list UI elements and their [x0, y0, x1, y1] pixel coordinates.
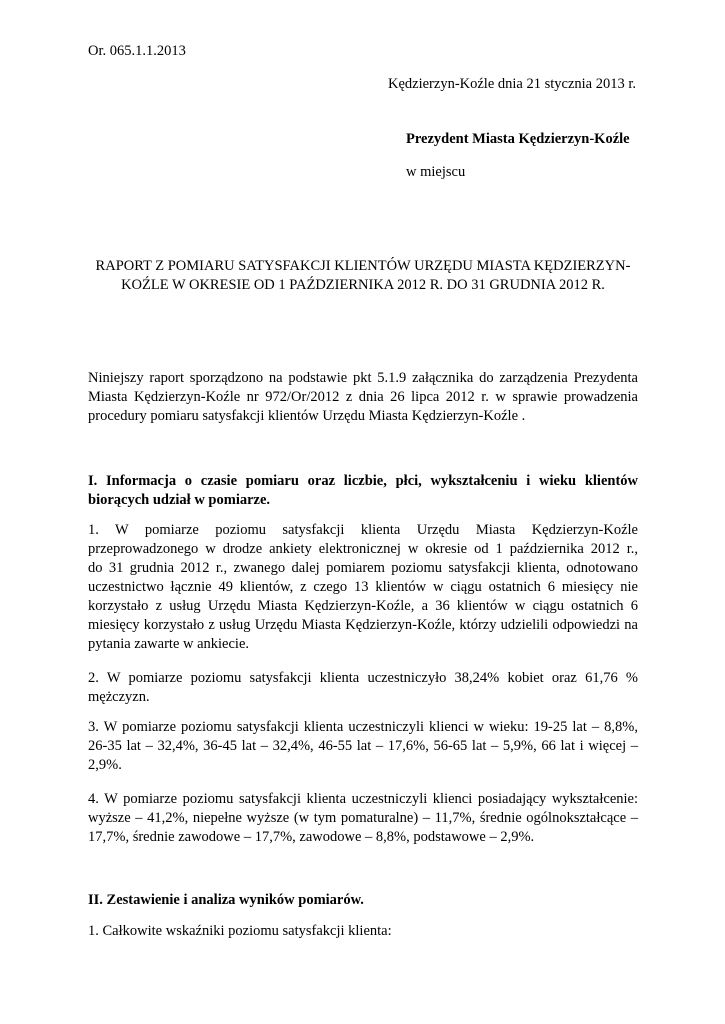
report-title-line: RAPORT Z POMIARU SATYSFAKCJI KLIENTÓW URZĘDU MIASTA KĘDZIERZYN-	[95, 258, 631, 274]
section1-paragraph-2	[88, 669, 638, 707]
report-title	[88, 257, 638, 295]
section1-paragraph-4	[88, 790, 638, 847]
addressee-place: w miejscu	[406, 164, 466, 180]
paragraph-line: wyższe – 41,2%, niepełne wyższe (w tym pomaturalne) – 11,7%, średnie ogólnokształcące –	[88, 810, 638, 826]
paragraph-line: przeprowadzonego w drodze ankiety elektronicznej w okresie od 1 października 2012 r.,	[88, 541, 638, 557]
section2-heading: II. Zestawienie i analiza wyników pomiarów.	[88, 892, 364, 908]
addressee: Prezydent Miasta Kędzierzyn-Koźle	[406, 131, 630, 147]
paragraph-line: 17,7%, średnie zawodowe – 17,7%, zawodowe – 8,8%, podstawowe – 2,9%.	[88, 829, 535, 845]
reference-number: Or. 065.1.1.2013	[88, 43, 186, 59]
paragraph-line: 3. W pomiarze poziomu satysfakcji klienta uczestniczyli klienci w wieku: 19-25 lat – 8,8%,	[88, 719, 638, 735]
date-line: Kędzierzyn-Koźle dnia 21 stycznia 2013 r.	[388, 76, 637, 92]
section1-heading-line: biorących udział w pomiarze.	[88, 492, 271, 508]
intro-line: Miasta Kędzierzyn-Koźle nr 972/Or/2012 z dnia 26 lipca 2012 r. w sprawie prowadzenia	[88, 389, 638, 405]
paragraph-line: mężczyzn.	[88, 689, 150, 705]
paragraph-line: korzystało z usług Urzędu Miasta Kędzierzyn-Koźle, a 36 klientów w ciągu ostatnich 6	[88, 598, 638, 614]
paragraph-line: 2,9%.	[88, 757, 122, 773]
report-title-line: KOŹLE W OKRESIE OD 1 PAŹDZIERNIKA 2012 R. DO 31 GRUDNIA 2012 R.	[121, 277, 605, 293]
paragraph-line: pytania zawarte w ankiecie.	[88, 636, 250, 652]
paragraph-line: do 31 grudnia 2012 r., zwanego dalej pomiarem poziomu satysfakcji klienta, odnotowano	[88, 560, 638, 576]
section2-paragraph-1: 1. Całkowite wskaźniki poziomu satysfakcji klienta:	[88, 923, 392, 939]
section1-heading	[88, 472, 638, 510]
paragraph-line: miesięcy korzystało z usług Urzędu Miasta Kędzierzyn-Koźle, którzy udzielili odpowiedzi na	[88, 617, 638, 633]
paragraph-line: 2. W pomiarze poziomu satysfakcji klienta uczestniczyło 38,24% kobiet oraz 61,76 %	[88, 670, 638, 686]
intro-line: Niniejszy raport sporządzono na podstawie pkt 5.1.9 załącznika do zarządzenia Prezydenta	[88, 370, 638, 386]
intro-line: procedury pomiaru satysfakcji klientów Urzędu Miasta Kędzierzyn-Koźle .	[88, 408, 526, 424]
intro-paragraph	[88, 369, 638, 426]
paragraph-line: 4. W pomiarze poziomu satysfakcji klienta uczestniczyli klienci posiadający wykształcenie:	[88, 791, 638, 807]
paragraph-line: 1. W pomiarze poziomu satysfakcji klienta Urzędu Miasta Kędzierzyn-Koźle	[88, 522, 638, 538]
section1-paragraph-3	[88, 718, 638, 775]
section1-paragraph-1	[88, 521, 638, 654]
paragraph-line: uczestnictwo łącznie 49 klientów, z czego 13 klientów w ciągu ostatnich 6 miesięcy nie	[88, 579, 638, 595]
section1-heading-line: I. Informacja o czasie pomiaru oraz liczbie, płci, wykształceniu i wieku klientów	[88, 473, 638, 489]
paragraph-line: 26-35 lat – 32,4%, 36-45 lat – 32,4%, 46-55 lat – 17,6%, 56-65 lat – 5,9%, 66 lat i więcej –	[88, 738, 638, 754]
